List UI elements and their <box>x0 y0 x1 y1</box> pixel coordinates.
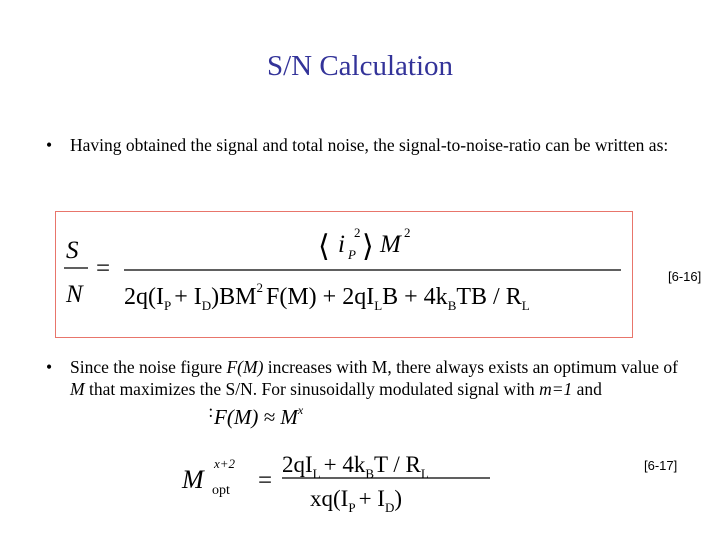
page-title: S/N Calculation <box>266 50 454 82</box>
mopt-exponent: x+2 <box>214 456 236 471</box>
bullet-symbol: • <box>46 357 53 377</box>
den-part: $2q(I_P + I_D)BM^2$ $F(M) + 2qI_LB + 4k_BTB / R_L$ <box>124 280 530 313</box>
angle-left: ⟨ <box>318 230 330 263</box>
equation-box <box>55 211 633 338</box>
optimal-gain-equation <box>170 440 510 524</box>
bullet-text: Having obtained the signal and total noise, the signal-to-noise-ratio can be written as: <box>70 135 669 155</box>
lhs-denominator: N <box>66 281 83 308</box>
inline-equation-lhs: F(M) ≈ M <box>214 405 298 429</box>
bullet-item <box>46 134 686 156</box>
equation-label-1: [6-16] <box>668 269 702 284</box>
equals-sign: = <box>96 255 111 282</box>
bullet-symbol: • <box>46 135 53 155</box>
equals-sign-2: = <box>258 467 273 494</box>
current-i: i <box>338 231 345 258</box>
sub-p: P <box>348 247 356 262</box>
gain-m: M <box>380 231 401 258</box>
mopt-denominator: $xq(I_P + I_D)$ <box>310 486 403 515</box>
exp-two: 2 <box>354 225 361 240</box>
bullet-text: Since the noise figure F(M) increases with M, there always exists an optimum value of M that maximizes the S/N. For sinusoidally modulated signal with m=1 and : <box>70 357 678 421</box>
snr-equation <box>56 212 631 336</box>
angle-right: ⟩ <box>362 230 374 263</box>
bullet-item <box>46 356 686 422</box>
mopt-subscript: opt <box>212 483 230 498</box>
inline-equation-exponent: x <box>297 403 304 417</box>
equation-label-2: [6-17] <box>644 458 678 473</box>
exp-two-m: 2 <box>404 225 411 240</box>
inline-equation <box>214 405 303 430</box>
mopt-m: M <box>182 465 204 494</box>
mopt-numerator: $2qI_L + 4k_BT / R_L$ <box>282 452 429 481</box>
lhs-numerator: S <box>66 237 79 264</box>
